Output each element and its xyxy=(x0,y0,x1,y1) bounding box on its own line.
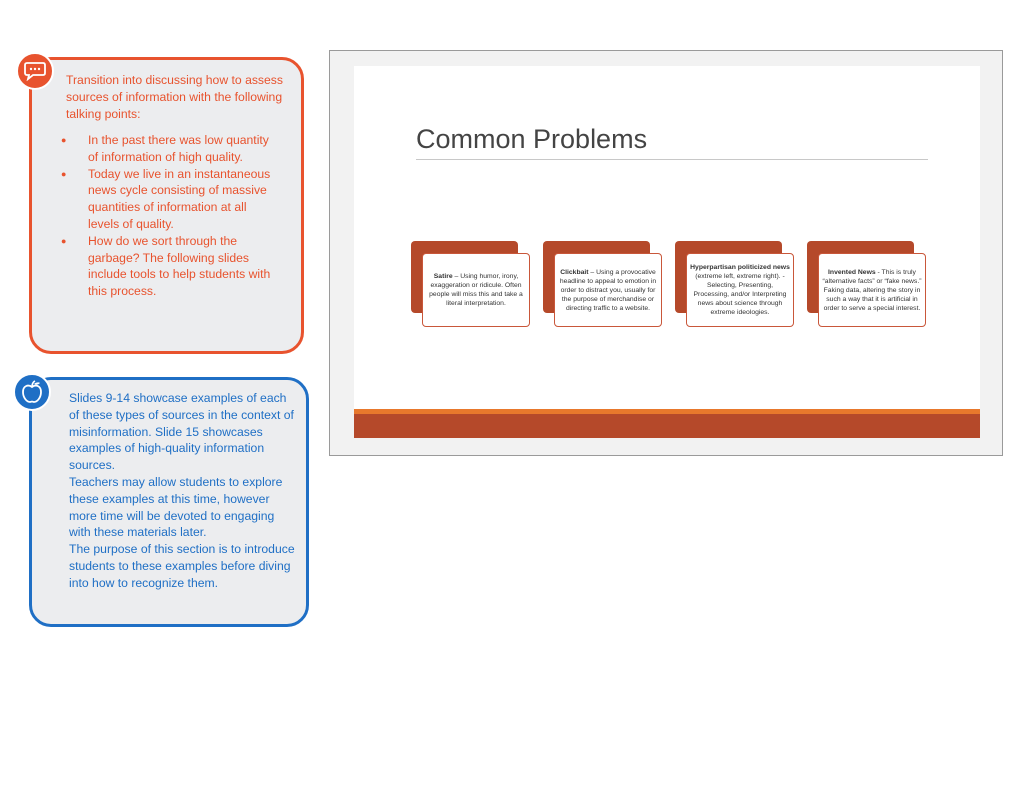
talking-points-list xyxy=(88,132,278,300)
slide-preview xyxy=(354,66,980,438)
card-term: Invented News xyxy=(828,268,876,276)
apple-icon xyxy=(13,373,51,411)
talking-points-intro: Transition into discussing how to assess sources of information with the following talking points: xyxy=(66,73,283,121)
problem-card-hyperpartisan xyxy=(686,253,794,327)
teacher-note-paragraph: The purpose of this section is to introduce students to these examples before diving into how to recognize them. xyxy=(69,542,295,590)
problem-card-invented-news xyxy=(818,253,926,327)
slide-footer-band xyxy=(354,414,980,438)
teacher-note-paragraph: Slides 9-14 showcase examples of each of these types of sources in the context of misinformation. Slide 15 showcases examples of high-quality information sources. xyxy=(69,391,294,473)
slide-preview-frame xyxy=(329,50,1003,456)
teacher-note-paragraph: Teachers may allow students to explore these examples at this time, however more time will be devoted to engaging with these materials later. xyxy=(69,474,283,540)
talking-points-note xyxy=(29,57,304,354)
title-divider xyxy=(416,159,928,160)
talking-point: ● How do we sort through the garbage? The following slides include tools to help students with this process. xyxy=(88,233,278,300)
slide-title: Common Problems xyxy=(416,124,648,154)
speech-bubble-icon xyxy=(16,52,54,90)
card-desc: – Using humor, irony, exaggeration or ridicule. Often people will miss this and take a literal interpretation. xyxy=(429,273,523,307)
card-term: Satire xyxy=(433,273,453,280)
talking-point: ● Today we live in an instantaneous news cycle consisting of massive quantities of information at all levels of quality. xyxy=(88,166,278,233)
card-desc: – Using a provocative headline to appeal to emotion in order to distract you, usually for the purpose of merchandise or directing traffic to a website. xyxy=(559,268,657,312)
card-desc: (extreme left, extreme right). - Selecting, Presenting, Processing, and/or Interpreting news about science through extreme ideologies. xyxy=(693,273,787,316)
talking-point: ● In the past there was low quantity of information of high quality. xyxy=(88,132,278,166)
problem-card-satire xyxy=(422,253,530,327)
card-term: Hyperpartisan politicized news xyxy=(690,264,790,271)
teacher-note xyxy=(29,377,309,627)
problem-card-clickbait xyxy=(554,253,662,327)
card-term: Clickbait xyxy=(560,268,589,276)
card-desc: - This is truly “alternative facts” or “fake news.” Faking data, altering the story in such a way that it is artificial in order to serve a special interest. xyxy=(822,268,922,312)
teacher-note-text xyxy=(69,390,299,592)
